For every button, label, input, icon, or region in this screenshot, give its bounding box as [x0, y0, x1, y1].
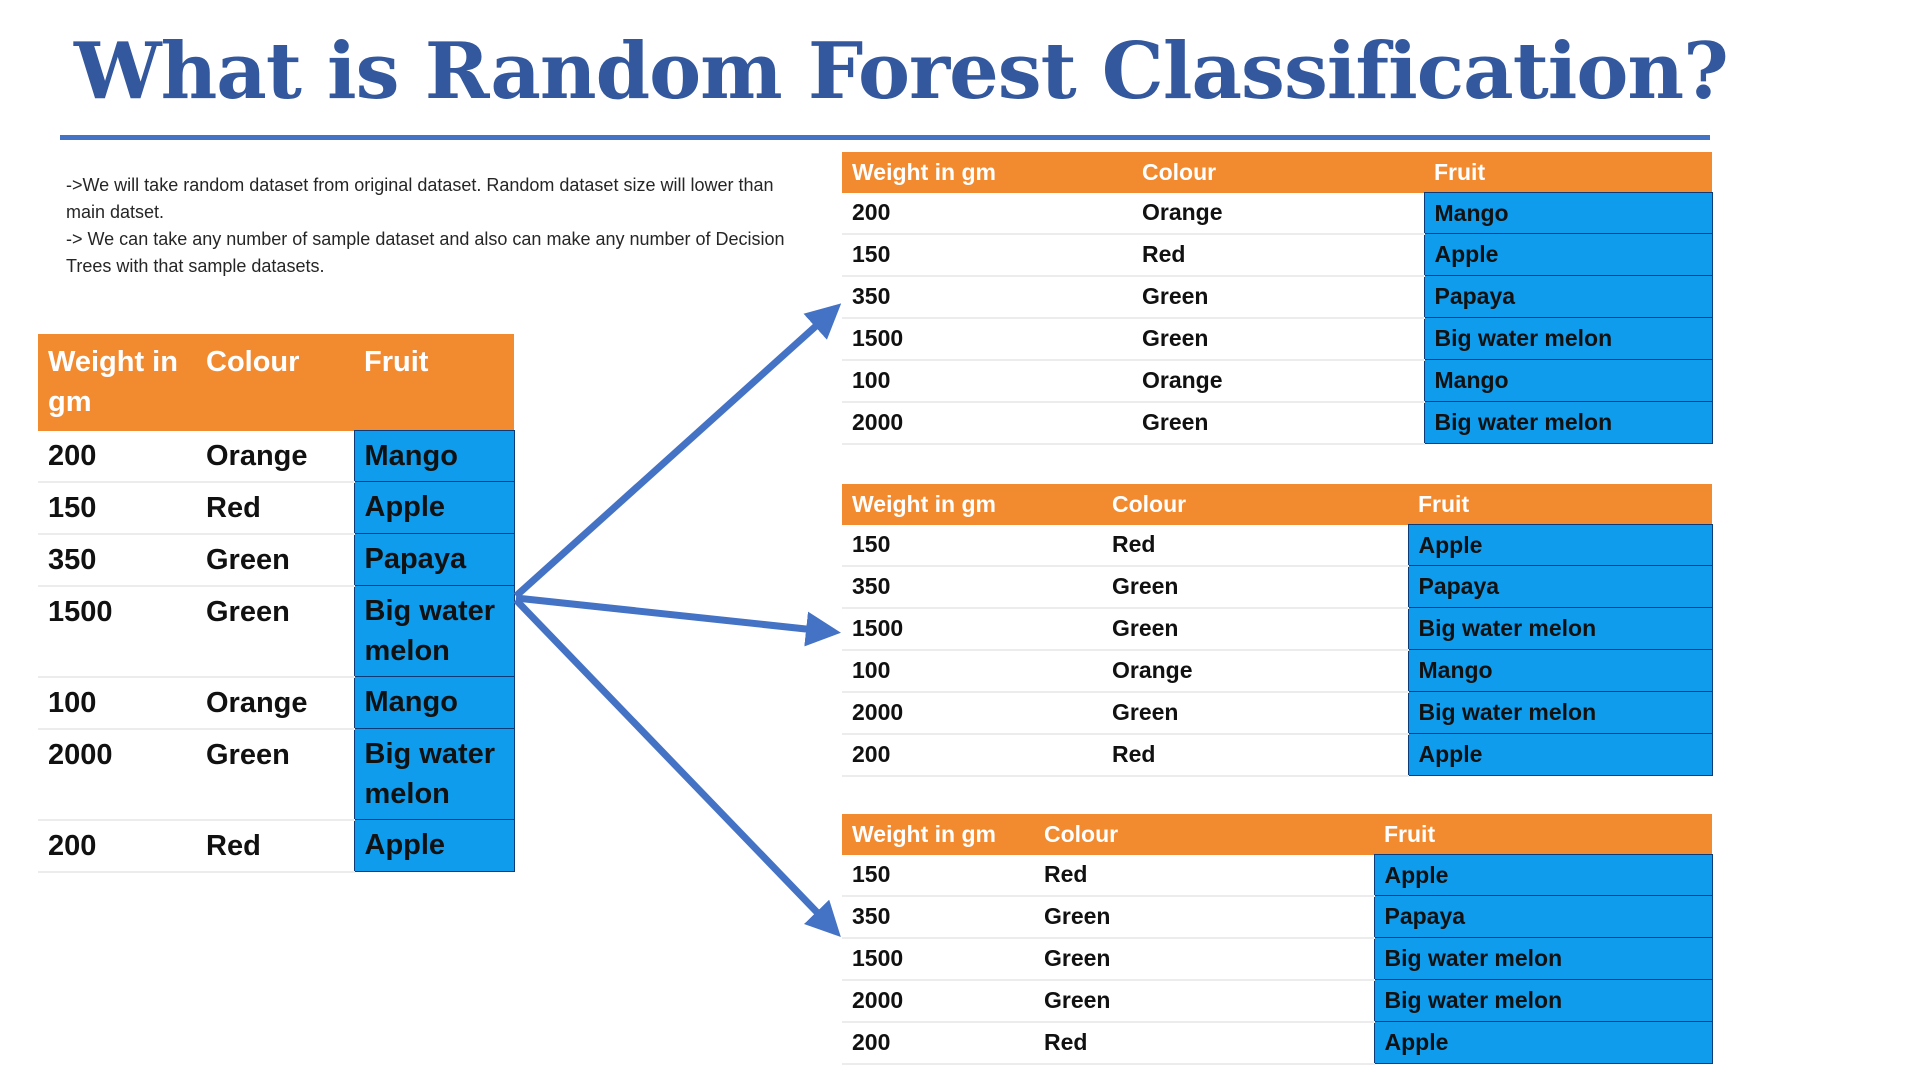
sample-dataset-table-2	[842, 484, 1713, 777]
cell-colour: Green	[1034, 938, 1374, 980]
cell-colour: Green	[1132, 276, 1424, 318]
header-fruit: Fruit	[1374, 814, 1712, 855]
description-line-2: -> We can take any number of sample dataset and also can make any number of Decision Trees with that sample datasets.	[66, 229, 785, 276]
cell-weight: 100	[842, 650, 1102, 692]
cell-colour: Red	[196, 482, 354, 534]
table-row	[842, 193, 1712, 234]
table-row	[842, 318, 1712, 360]
cell-colour: Red	[1102, 525, 1408, 566]
header-colour: Colour	[196, 334, 354, 431]
cell-weight: 100	[842, 360, 1132, 402]
cell-weight: 2000	[842, 980, 1034, 1022]
table-row	[38, 820, 514, 872]
cell-colour: Orange	[196, 431, 354, 482]
table-row	[842, 402, 1712, 444]
title-underline	[60, 135, 1710, 140]
header-fruit: Fruit	[1408, 484, 1712, 525]
cell-weight: 350	[38, 534, 196, 586]
cell-colour: Green	[196, 586, 354, 677]
table-row	[38, 729, 514, 820]
cell-colour: Red	[1102, 734, 1408, 776]
cell-fruit: Apple	[1374, 855, 1712, 896]
cell-fruit: Mango	[1424, 193, 1712, 234]
sample-dataset-table-3	[842, 814, 1713, 1065]
table-row	[38, 677, 514, 729]
cell-fruit: Mango	[354, 431, 514, 482]
header-weight: Weight in gm	[842, 814, 1034, 855]
cell-fruit: Big water melon	[1424, 318, 1712, 360]
cell-weight: 200	[842, 193, 1132, 234]
header-weight: Weight in gm	[842, 484, 1102, 525]
table-row	[842, 276, 1712, 318]
cell-weight: 100	[38, 677, 196, 729]
cell-weight: 1500	[842, 938, 1034, 980]
cell-fruit: Papaya	[354, 534, 514, 586]
cell-colour: Orange	[196, 677, 354, 729]
cell-weight: 2000	[842, 692, 1102, 734]
table-row	[842, 938, 1712, 980]
cell-weight: 200	[38, 820, 196, 872]
cell-colour: Orange	[1132, 360, 1424, 402]
table-row	[842, 566, 1712, 608]
table-row	[842, 360, 1712, 402]
table-row	[842, 608, 1712, 650]
table-header-row	[842, 484, 1712, 525]
table-row	[842, 896, 1712, 938]
description-line-1: ->We will take random dataset from original dataset. Random dataset size will lower than main datset.	[66, 175, 774, 222]
header-fruit: Fruit	[354, 334, 514, 431]
cell-colour: Green	[1034, 980, 1374, 1022]
cell-colour: Red	[1034, 855, 1374, 896]
cell-weight: 150	[842, 525, 1102, 566]
cell-weight: 200	[38, 431, 196, 482]
cell-weight: 150	[38, 482, 196, 534]
table-header-row	[842, 814, 1712, 855]
table-row	[842, 525, 1712, 566]
header-colour: Colour	[1102, 484, 1408, 525]
cell-fruit: Mango	[1408, 650, 1712, 692]
cell-fruit: Papaya	[1408, 566, 1712, 608]
table-row	[842, 650, 1712, 692]
table-row	[38, 431, 514, 482]
cell-colour: Green	[1102, 692, 1408, 734]
main-dataset-table	[38, 334, 515, 873]
cell-weight: 350	[842, 276, 1132, 318]
cell-fruit: Apple	[354, 482, 514, 534]
cell-weight: 1500	[842, 608, 1102, 650]
cell-fruit: Papaya	[1424, 276, 1712, 318]
cell-weight: 1500	[38, 586, 196, 677]
cell-colour: Orange	[1102, 650, 1408, 692]
cell-fruit: Apple	[1374, 1022, 1712, 1064]
cell-colour: Green	[1132, 318, 1424, 360]
cell-fruit: Big water melon	[354, 729, 514, 820]
cell-weight: 200	[842, 1022, 1034, 1064]
arrow-to-sample-2	[516, 598, 834, 632]
table-row	[842, 980, 1712, 1022]
header-fruit: Fruit	[1424, 152, 1712, 193]
cell-fruit: Big water melon	[1408, 692, 1712, 734]
cell-weight: 150	[842, 855, 1034, 896]
cell-colour: Red	[1132, 234, 1424, 276]
cell-fruit: Big water melon	[1408, 608, 1712, 650]
cell-colour: Green	[1102, 566, 1408, 608]
cell-colour: Green	[196, 534, 354, 586]
header-colour: Colour	[1132, 152, 1424, 193]
arrow-to-sample-1	[516, 308, 836, 596]
table-header-row	[38, 334, 514, 431]
cell-fruit: Apple	[1408, 525, 1712, 566]
cell-fruit: Mango	[354, 677, 514, 729]
cell-colour: Green	[1034, 896, 1374, 938]
cell-fruit: Apple	[1408, 734, 1712, 776]
header-weight: Weight in gm	[38, 334, 196, 431]
description	[66, 172, 806, 280]
cell-fruit: Papaya	[1374, 896, 1712, 938]
cell-colour: Red	[196, 820, 354, 872]
cell-colour: Green	[1132, 402, 1424, 444]
table-row	[842, 734, 1712, 776]
cell-weight: 350	[842, 566, 1102, 608]
table-row	[38, 482, 514, 534]
header-colour: Colour	[1034, 814, 1374, 855]
table-row	[842, 1022, 1712, 1064]
cell-colour: Red	[1034, 1022, 1374, 1064]
cell-fruit: Apple	[1424, 234, 1712, 276]
cell-colour: Green	[1102, 608, 1408, 650]
cell-weight: 1500	[842, 318, 1132, 360]
cell-weight: 200	[842, 734, 1102, 776]
cell-fruit: Big water melon	[1374, 980, 1712, 1022]
cell-weight: 2000	[38, 729, 196, 820]
header-weight: Weight in gm	[842, 152, 1132, 193]
cell-weight: 150	[842, 234, 1132, 276]
cell-weight: 2000	[842, 402, 1132, 444]
cell-colour: Green	[196, 729, 354, 820]
cell-colour: Orange	[1132, 193, 1424, 234]
cell-weight: 350	[842, 896, 1034, 938]
table-header-row	[842, 152, 1712, 193]
cell-fruit: Mango	[1424, 360, 1712, 402]
table-row	[38, 534, 514, 586]
table-row	[842, 692, 1712, 734]
cell-fruit: Big water melon	[1424, 402, 1712, 444]
slide-title: What is Random Forest Classification?	[74, 26, 1728, 117]
cell-fruit: Apple	[354, 820, 514, 872]
table-row	[842, 234, 1712, 276]
table-row	[842, 855, 1712, 896]
arrow-to-sample-3	[516, 600, 836, 932]
cell-fruit: Big water melon	[1374, 938, 1712, 980]
table-row	[38, 586, 514, 677]
cell-fruit: Big water melon	[354, 586, 514, 677]
sample-dataset-table-1	[842, 152, 1713, 445]
